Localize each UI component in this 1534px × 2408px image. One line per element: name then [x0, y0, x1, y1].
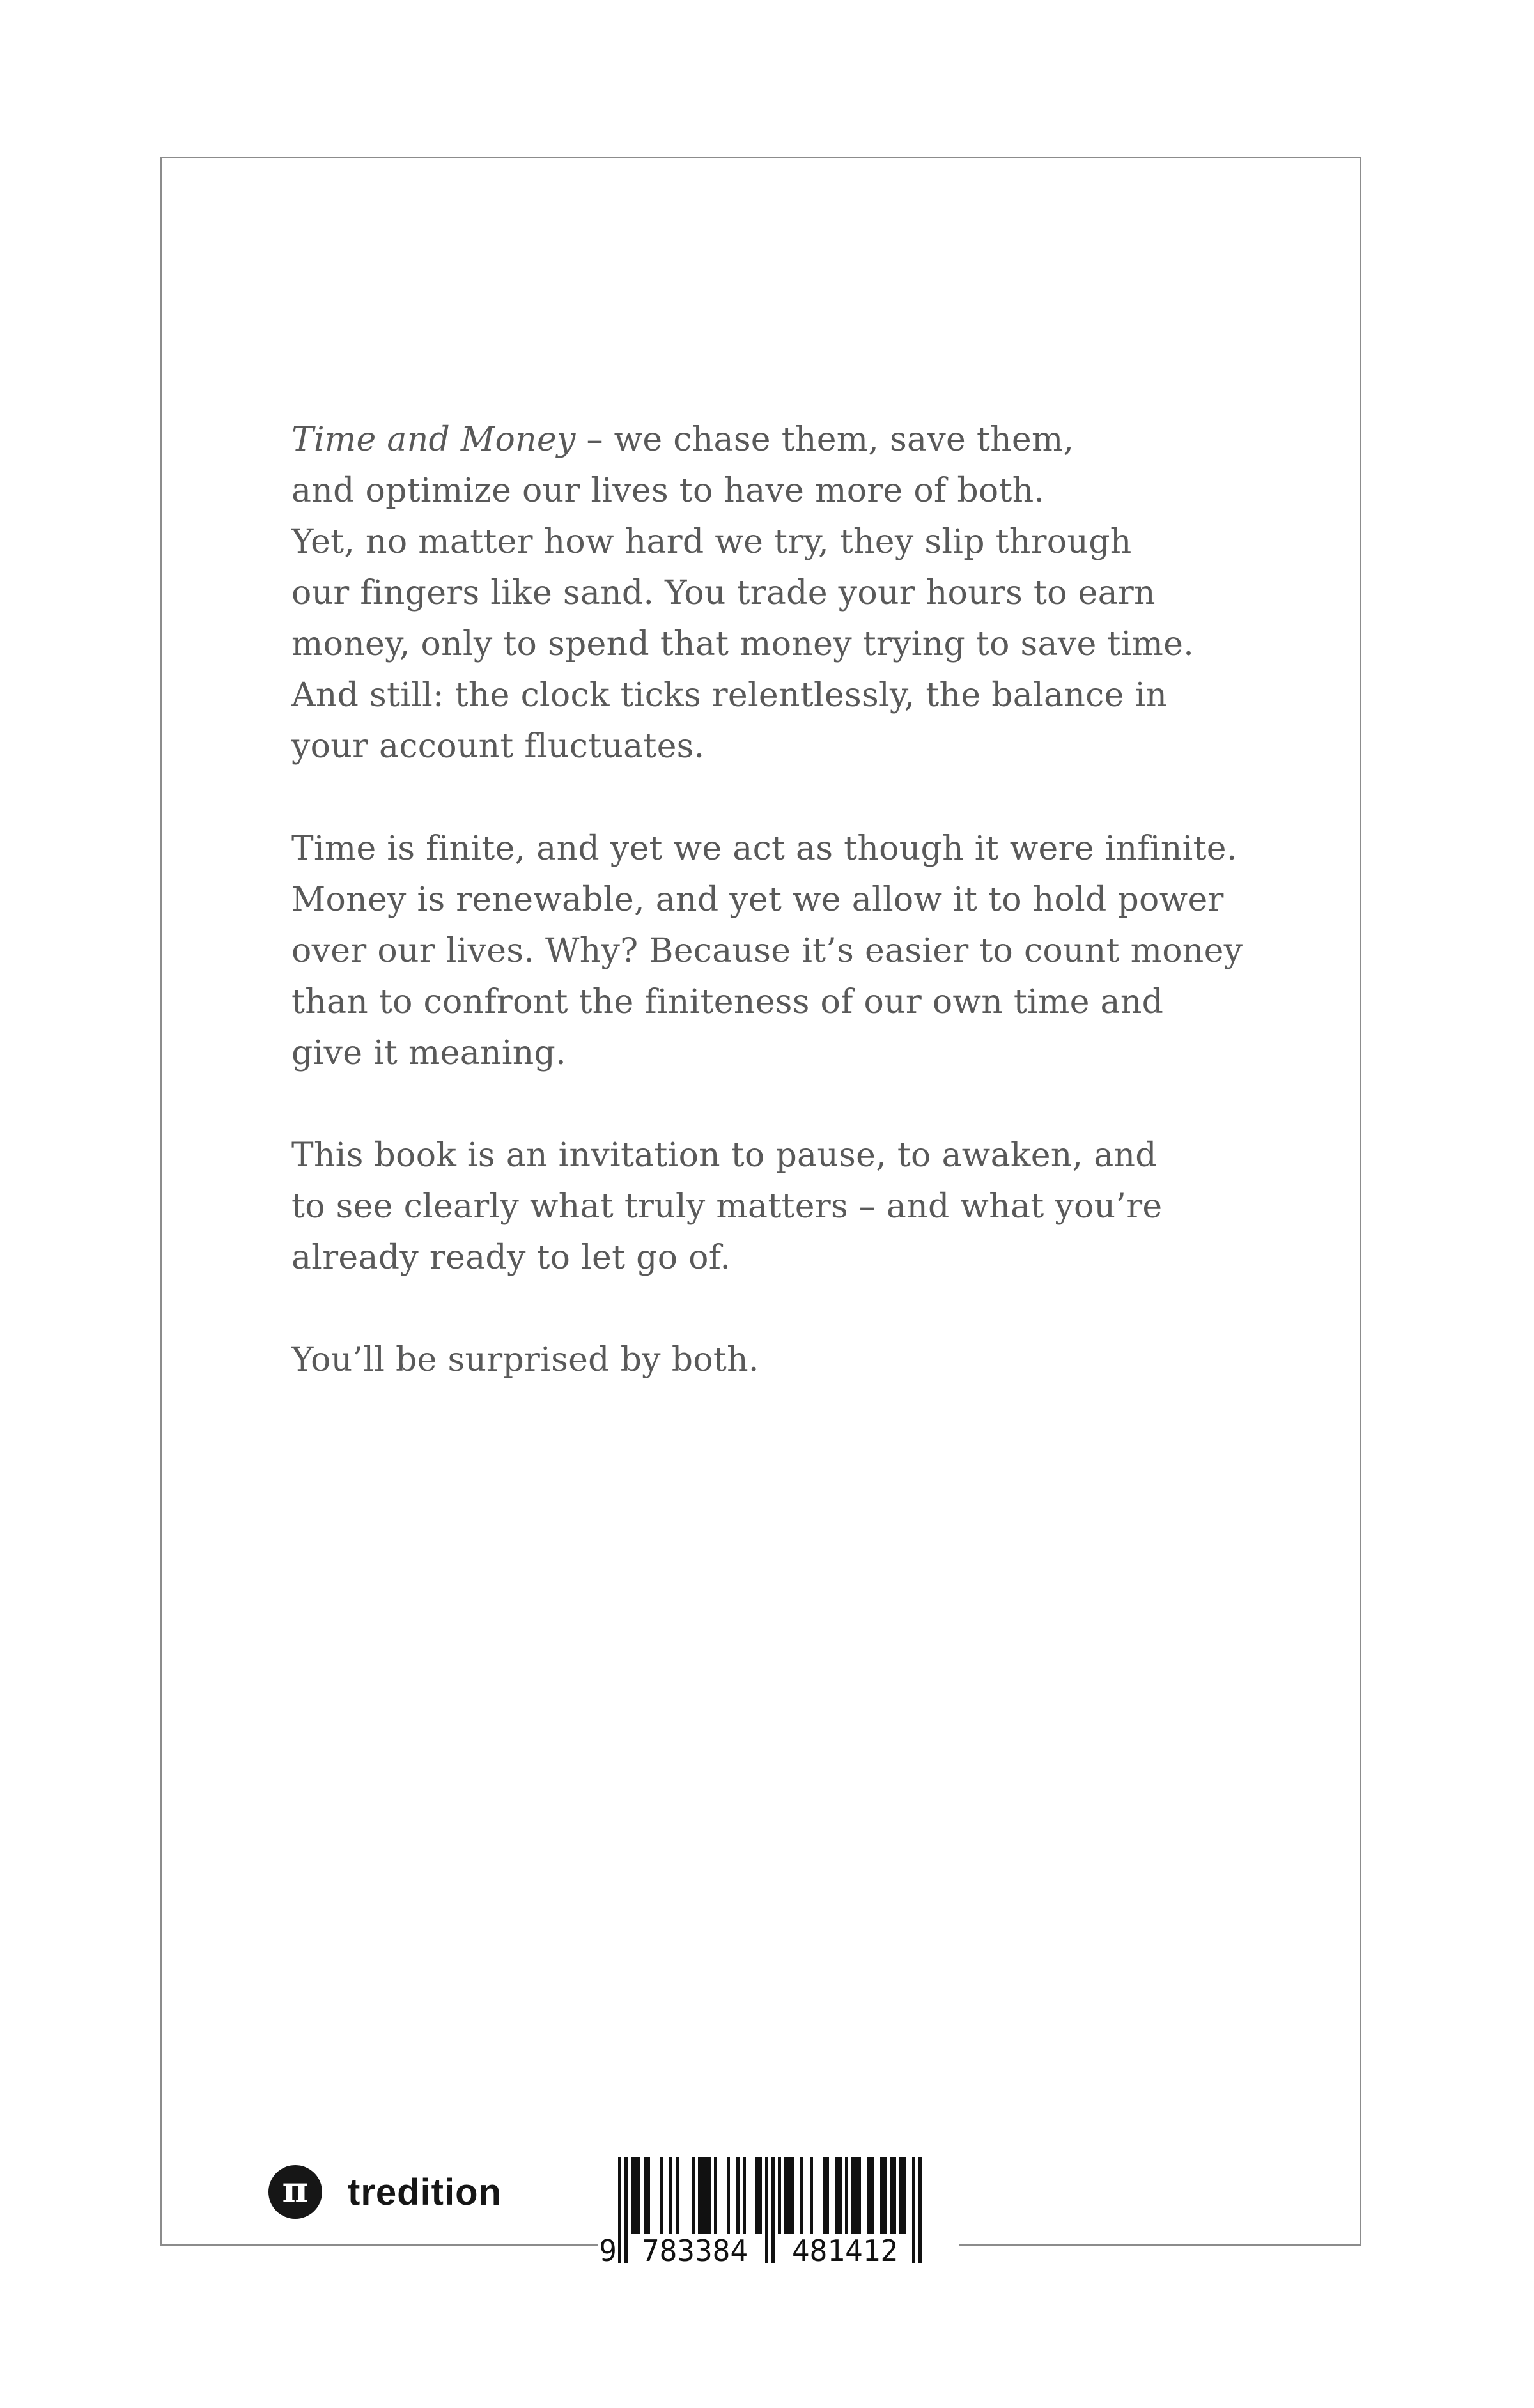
blurb-line: give it meaning.: [291, 1034, 566, 1072]
blurb-line: Yet, no matter how hard we try, they slip through: [291, 523, 1132, 561]
blurb-line: And still: the clock ticks relentlessly, the balance in: [291, 676, 1168, 714]
publisher-wordmark: tredition: [348, 2171, 502, 2213]
blurb-line-text: – we chase them, save them,: [575, 421, 1074, 459]
back-cover-blurb: [291, 414, 1289, 1437]
book-title-inline: Time and Money: [291, 421, 576, 459]
tredition-pi-icon: [268, 2165, 322, 2219]
blurb-line: our fingers like sand. You trade your hours to earn: [291, 574, 1156, 612]
blurb-line: your account fluctuates.: [291, 727, 705, 766]
blurb-line: over our lives. Why? Because it’s easier to count money: [291, 932, 1243, 970]
blurb-line: than to confront the finiteness of our own time and: [291, 983, 1164, 1021]
blurb-line: This book is an invitation to pause, to awaken, and: [291, 1136, 1157, 1175]
blurb-paragraph-1: [291, 414, 1289, 772]
barcode-digit-group1: 783384: [641, 2234, 748, 2268]
pi-glyph: π: [282, 2169, 309, 2211]
barcode-digit-first: 9: [599, 2234, 617, 2268]
blurb-line: Money is renewable, and yet we allow it to hold power: [291, 881, 1224, 919]
blurb-line: and optimize our lives to have more of both.: [291, 472, 1045, 510]
blurb-paragraph-4: [291, 1334, 1289, 1385]
blurb-line: You’ll be surprised by both.: [291, 1341, 759, 1379]
blurb-line: [291, 414, 1289, 465]
blurb-line: already ready to let go of.: [291, 1239, 731, 1277]
blurb-paragraph-2: [291, 823, 1289, 1079]
publisher-logo: [268, 2165, 502, 2219]
blurb-line: Time is finite, and yet we act as though it were infinite.: [291, 830, 1237, 868]
cover-frame: [160, 157, 1361, 2268]
barcode-digit-group2: 481412: [791, 2234, 899, 2268]
isbn-barcode: [598, 2134, 959, 2280]
blurb-line: to see clearly what truly matters – and what you’re: [291, 1187, 1163, 1226]
blurb-line: money, only to spend that money trying to save time.: [291, 625, 1195, 663]
blurb-paragraph-3: [291, 1130, 1289, 1283]
